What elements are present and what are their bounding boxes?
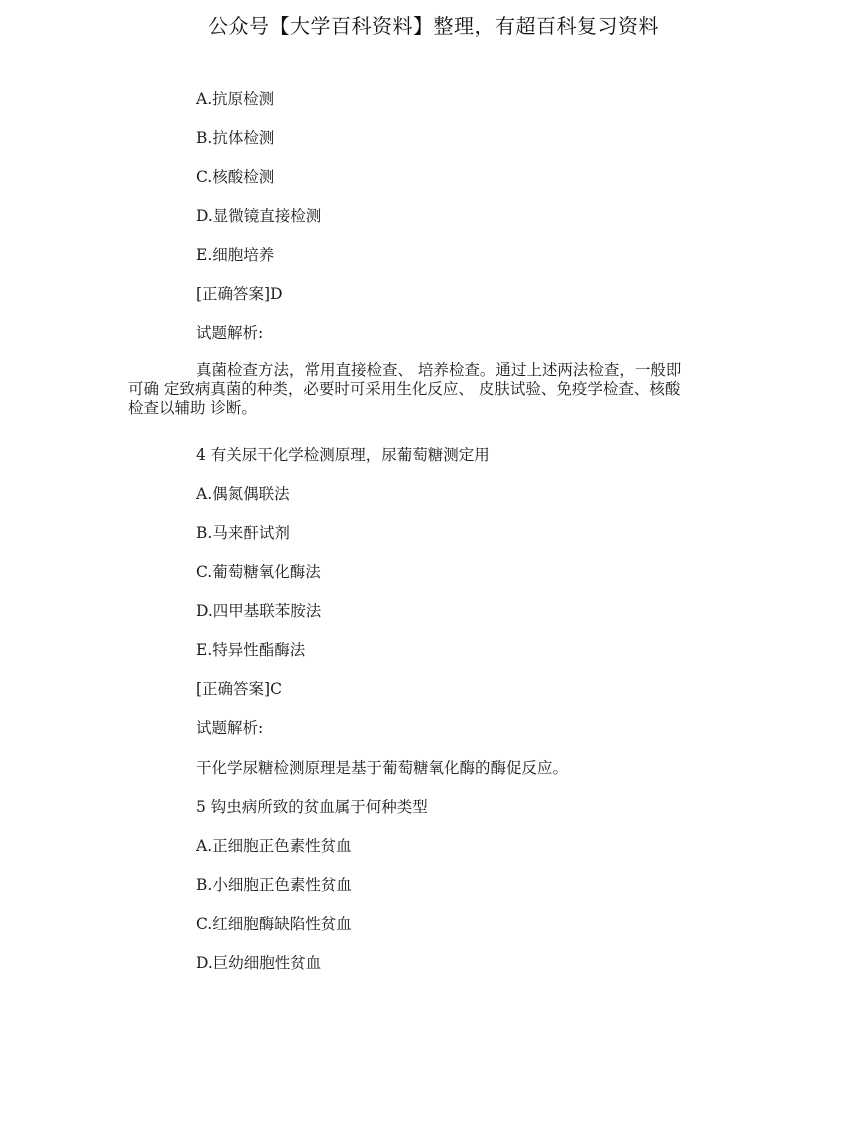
page-header-title: 公众号【大学百科资料】整理，有超百科复习资料 <box>208 14 659 38</box>
option-e: E.细胞培养 <box>196 246 275 264</box>
q4-option-b: B.马来酐试剂 <box>196 524 290 542</box>
q4-option-c: C.葡萄糖氧化酶法 <box>196 563 321 581</box>
analysis-line-3: 检查以辅助 诊断。 <box>128 399 257 417</box>
q5-option-a: A.正细胞正色素性贫血 <box>196 837 352 855</box>
q4-option-a: A.偶氮偶联法 <box>196 485 290 503</box>
correct-answer: [正确答案]D <box>196 285 283 303</box>
q4-option-e: E.特异性酯酶法 <box>196 641 306 659</box>
analysis-line-1: 真菌检查方法，常用直接检查、 培养检查。通过上述两法检查，一般即 <box>196 361 682 379</box>
q4-correct-answer: [正确答案]C <box>196 680 282 698</box>
option-b: B.抗体检测 <box>196 129 275 147</box>
q4-analysis-label: 试题解析: <box>196 719 264 737</box>
q5-option-d: D.巨幼细胞性贫血 <box>196 954 322 972</box>
option-c: C.核酸检测 <box>196 168 275 186</box>
analysis-line-2: 可确 定致病真菌的种类，必要时可采用生化反应、 皮肤试验、免疫学检查、核酸 <box>128 380 681 398</box>
q5-option-b: B.小细胞正色素性贫血 <box>196 876 352 894</box>
option-d: D.显微镜直接检测 <box>196 207 322 225</box>
analysis-paragraph <box>128 361 744 418</box>
question-4-stem: 4 有关尿干化学检测原理，尿葡萄糖测定用 <box>196 446 490 464</box>
option-a: A.抗原检测 <box>196 90 275 108</box>
analysis-label: 试题解析: <box>196 324 264 342</box>
question-5-stem: 5 钩虫病所致的贫血属于何种类型 <box>196 798 428 816</box>
q4-option-d: D.四甲基联苯胺法 <box>196 602 322 620</box>
q5-option-c: C.红细胞酶缺陷性贫血 <box>196 915 352 933</box>
q4-analysis-text: 干化学尿糖检测原理是基于葡萄糖氧化酶的酶促反应。 <box>196 759 569 777</box>
